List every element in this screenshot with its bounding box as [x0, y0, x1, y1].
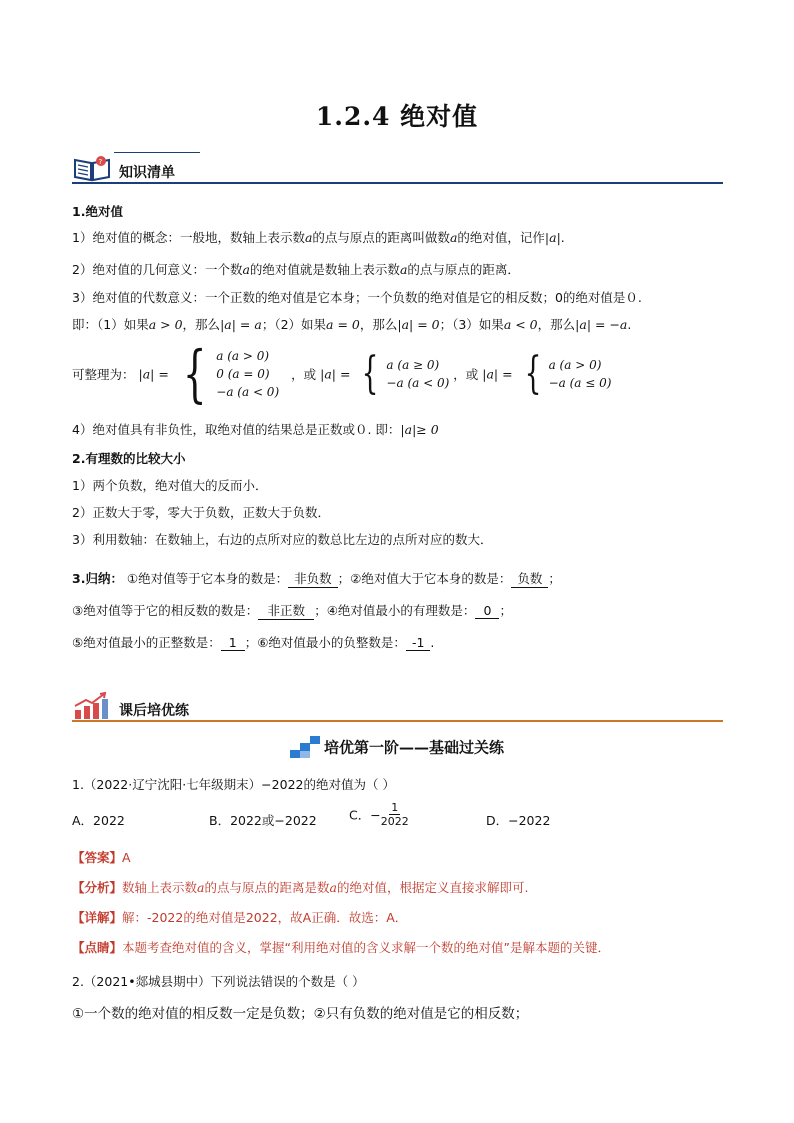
- compare-rule-2: 2）正数大于零，零大于负数，正数大于负数．: [72, 505, 330, 520]
- algebraic-meaning-line: 3）绝对值的代数意义：一个正数的绝对值是它本身；一个负数的绝对值是它的相反数；0的绝对值是０.: [72, 290, 642, 305]
- book-icon: [72, 154, 112, 182]
- option-c[interactable]: C．− $\frac{1}{2022}$: [349, 801, 409, 828]
- growth-chart-icon: [72, 692, 112, 720]
- summary-line-2: ③绝对值等于它的相反数的数是： 非正数 ；④绝对值最小的有理数是： 0 ；: [72, 603, 512, 618]
- tip-line: 【点睛】本题考查绝对值的含义，掌握“利用绝对值的含义求解一个数的绝对值”是解本题的关键．: [72, 940, 610, 955]
- summary-line-3: ⑤绝对值最小的正整数是： 1 ；⑥绝对值最小的负整数是： -1 .: [72, 635, 435, 650]
- cases-line: 即：（1）如果a > 0，那么|a| = a；（2）如果a = 0，那么|a| = 0；（3）如果a < 0，那么|a| = −a.: [72, 317, 632, 332]
- piecewise-line: 可整理为： |a| = { a (a > 0) 0 (a = 0) −a (a < 0) ，或 |a| = { a (a ≥ 0) −a (a < 0) ，或 |a| = { a (a > 0) −a (a ≤ 0): [72, 337, 612, 410]
- nonnegativity-line: 4）绝对值具有非负性，取绝对值的结果总是正数或０. 即：|a|≥ 0: [72, 422, 439, 437]
- question-1-options: [72, 801, 722, 837]
- section-header-knowledge: [72, 152, 723, 184]
- question-2-stem: 2.（2021•郯城县期中）下列说法错误的个数是（ ）: [72, 974, 365, 989]
- compare-rule-1: 1）两个负数，绝对值大的反而小．: [72, 478, 268, 493]
- section-header-practice: [72, 690, 723, 722]
- section-label: 知识清单: [119, 165, 175, 181]
- heading-compare: 2.有理数的比较大小: [72, 451, 186, 466]
- stairs-icon: [290, 736, 320, 758]
- section-label: 课后培优练: [119, 703, 189, 719]
- page-title: 1.2.4 绝对值: [315, 102, 479, 131]
- option-b[interactable]: B．2022或−2022: [209, 813, 317, 828]
- geometric-meaning-line: 2）绝对值的几何意义：一个数a的绝对值就是数轴上表示数a的点与原点的距离．: [72, 262, 520, 277]
- heading-absolute-value: 1.绝对值: [72, 204, 123, 219]
- concept-line: 1）绝对值的概念：一般地，数轴上表示数a的点与原点的距离叫做数a的绝对值，记作|a|.: [72, 230, 565, 245]
- answer-line: 【答案】A: [72, 850, 131, 865]
- option-d[interactable]: D．−2022: [486, 813, 551, 828]
- svg-text:?: ?: [98, 158, 103, 166]
- analysis-line: 【分析】数轴上表示数a的点与原点的距离是数a的绝对值，根据定义直接求解即可.: [72, 880, 529, 895]
- detail-line: 【详解】解：-2022的绝对值是2022，故A正确．故选：A．: [72, 910, 408, 925]
- option-a[interactable]: A．2022: [72, 813, 125, 828]
- summary-line-1: 3.归纳： ①绝对值等于它本身的数是： 非负数 ；②绝对值大于它本身的数是： 负数 ；: [72, 571, 561, 586]
- compare-rule-3: 3）利用数轴：在数轴上，右边的点所对应的数总比左边的点所对应的数大．: [72, 532, 493, 547]
- subsection-header: 培优第一阶——基础过关练: [0, 736, 794, 758]
- question-2-statements: ①一个数的绝对值的相反数一定是负数；②只有负数的绝对值是它的相反数；: [72, 1006, 529, 1022]
- question-1-stem: 1.（2022·辽宁沈阳·七年级期末）−2022的绝对值为（ ）: [72, 777, 395, 792]
